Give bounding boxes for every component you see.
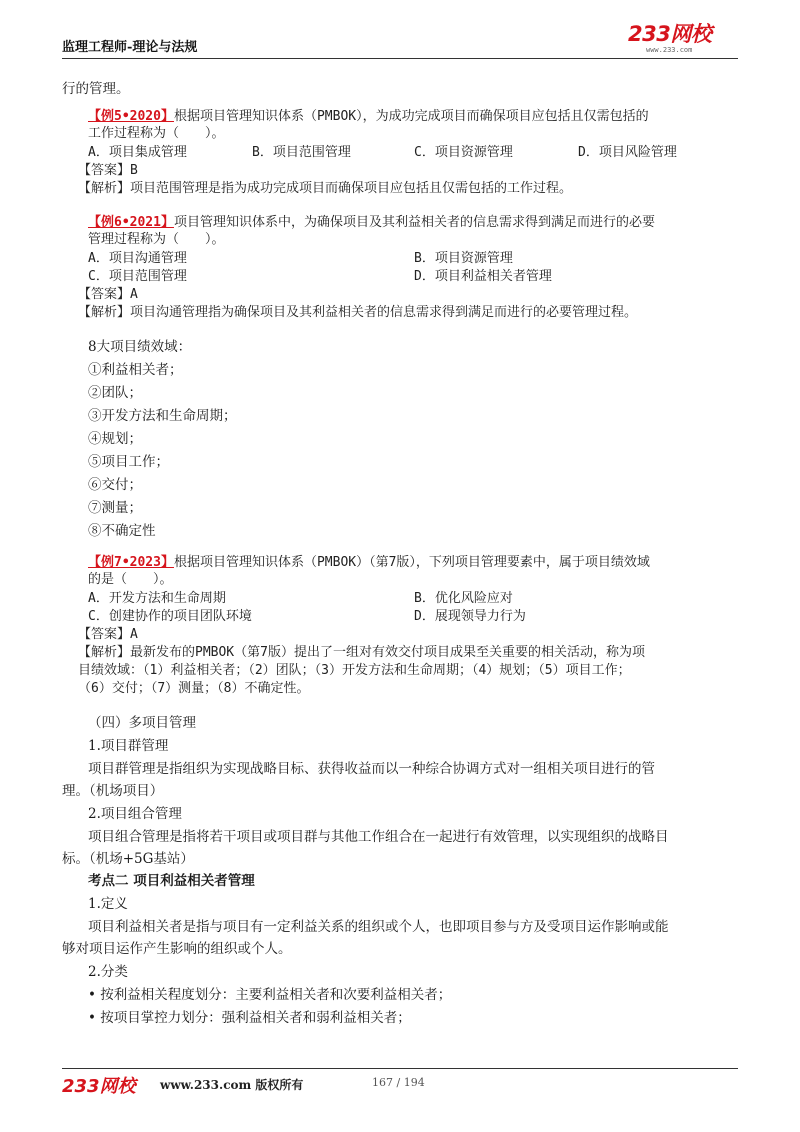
line-text: 够对项目运作产生影响的组织或个人。 xyxy=(62,941,292,957)
line-text: ⑤项目工作； xyxy=(88,454,169,470)
text-line xyxy=(88,712,196,734)
line-text: A．项目沟通管理 xyxy=(88,251,187,266)
text-line xyxy=(414,268,552,285)
line-text: 理。（机场项目） xyxy=(62,783,164,799)
line-text: 【答案】A xyxy=(78,287,138,302)
line-text: 项目利益相关者是指与项目有一定利益关系的组织或个人，也即项目参与方及受项目运作影响或能 xyxy=(88,919,669,935)
text-line xyxy=(78,644,645,661)
text-line xyxy=(88,382,142,404)
text-line xyxy=(88,608,252,625)
line-text: C．创建协作的项目团队环境 xyxy=(88,609,252,624)
text-line xyxy=(88,125,225,142)
text-line xyxy=(78,304,637,321)
line-text: ⑧不确定性 xyxy=(88,523,156,539)
line-text: 2.分类 xyxy=(88,964,128,980)
text-line xyxy=(88,1007,411,1029)
footer-divider xyxy=(62,1068,738,1069)
line-text: B．优化风险应对 xyxy=(414,591,513,606)
line-text: 【解析】项目范围管理是指为成功完成项目而确保项目应包括且仅需包括的工作过程。 xyxy=(78,181,573,196)
line-text: D．展现领导力行为 xyxy=(414,609,526,624)
text-line xyxy=(88,893,128,915)
line-text: 2.项目组合管理 xyxy=(88,806,182,822)
line-text: C．项目资源管理 xyxy=(414,145,513,160)
line-text: 根据项目管理知识体系（PMBOK）（第7版），下列项目管理要素中，属于项目绩效域 xyxy=(173,555,650,570)
footer-copyright: www.233.com 版权所有 xyxy=(160,1078,304,1092)
line-text: C．项目范围管理 xyxy=(88,269,187,284)
text-line xyxy=(414,144,513,161)
line-text: 项目管理知识体系中，为确保项目及其利益相关者的信息需求得到满足而进行的必要 xyxy=(173,215,655,230)
text-line xyxy=(78,662,631,679)
line-text: 1.项目群管理 xyxy=(88,738,169,754)
text-line xyxy=(88,474,142,496)
line-text: D．项目利益相关者管理 xyxy=(414,269,552,284)
line-text: B．项目资源管理 xyxy=(414,251,513,266)
text-line xyxy=(88,268,187,285)
line-text: 【解析】项目沟通管理指为确保项目及其利益相关者的信息需求得到满足而进行的必要管理过程。 xyxy=(78,305,638,320)
text-line xyxy=(62,78,130,100)
line-text: 标。（机场+5G基站） xyxy=(62,851,194,867)
line-text: 行的管理。 xyxy=(62,81,130,97)
line-text: 的是（ ）。 xyxy=(88,572,173,587)
line-text: （四）多项目管理 xyxy=(88,715,196,731)
text-line xyxy=(88,497,142,519)
logo-url: www.233.com xyxy=(646,46,693,54)
text-line xyxy=(88,250,187,267)
line-text: B．项目范围管理 xyxy=(252,145,351,160)
line-text: 根据项目管理知识体系（PMBOK），为成功完成项目而确保项目应包括且仅需包括的 xyxy=(173,109,649,124)
text-line xyxy=(62,780,163,802)
line-text: 工作过程称为（ ）。 xyxy=(88,126,225,141)
line-text: 目绩效域：（1）利益相关者；（2）团队；（3）开发方法和生命周期；（4）规划；（5）项目工作； xyxy=(78,663,631,678)
text-line xyxy=(88,826,669,848)
text-line xyxy=(78,626,138,643)
line-text: ⑦测量； xyxy=(88,500,142,516)
text-line xyxy=(88,961,128,983)
text-line xyxy=(88,520,156,542)
text-line xyxy=(88,231,225,248)
brand-logo xyxy=(628,22,738,56)
line-text: 【答案】A xyxy=(78,627,138,642)
text-line xyxy=(88,554,650,571)
text-line xyxy=(78,286,138,303)
line-text: ①利益相关者； xyxy=(88,362,183,378)
text-line xyxy=(578,144,677,161)
text-line xyxy=(78,162,138,179)
line-text: 【答案】B xyxy=(78,163,138,178)
line-text: 考点二 项目利益相关者管理 xyxy=(88,873,255,889)
line-text: 管理过程称为（ ）。 xyxy=(88,232,225,247)
logo-text: 233网校 xyxy=(628,22,712,46)
example-tag: 【例5•2020】 xyxy=(88,109,174,124)
line-text: ②团队； xyxy=(88,385,142,401)
line-text: ③开发方法和生命周期； xyxy=(88,408,237,424)
line-text: 8大项目绩效域： xyxy=(88,339,192,355)
text-line xyxy=(88,144,187,161)
footer-logo: 233网校 xyxy=(62,1076,136,1097)
text-line xyxy=(88,984,451,1006)
text-line xyxy=(78,680,309,697)
text-line xyxy=(78,180,572,197)
line-text: ⑥交付； xyxy=(88,477,142,493)
text-line xyxy=(88,108,649,125)
text-line xyxy=(88,571,173,588)
line-text: • 按项目掌控力划分：强利益相关者和弱利益相关者； xyxy=(88,1010,411,1026)
text-line xyxy=(88,803,182,825)
text-line xyxy=(414,250,513,267)
line-text: D．项目风险管理 xyxy=(578,145,677,160)
text-line xyxy=(88,214,655,231)
line-text: A．开发方法和生命周期 xyxy=(88,591,226,606)
line-text: （6）交付；（7）测量；（8）不确定性。 xyxy=(78,681,310,696)
text-line xyxy=(62,938,292,960)
page-header xyxy=(62,22,738,58)
line-text: • 按利益相关程度划分：主要利益相关者和次要利益相关者； xyxy=(88,987,452,1003)
text-line xyxy=(88,359,183,381)
page-footer xyxy=(62,1072,738,1098)
line-text: ④规划； xyxy=(88,431,142,447)
document-title: 监理工程师-理论与法规 xyxy=(62,40,198,55)
text-line xyxy=(62,848,194,870)
text-line xyxy=(88,451,169,473)
page-number: 167 / 194 xyxy=(372,1076,425,1089)
line-text: 项目组合管理是指将若干项目或项目群与其他工作组合在一起进行有效管理，以实现组织的战略目 xyxy=(88,829,669,845)
text-line xyxy=(252,144,351,161)
line-text: 【解析】最新发布的PMBOK（第7版）提出了一组对有效交付项目成果至关重要的相关活动，称为项 xyxy=(78,645,645,660)
text-line xyxy=(88,916,669,938)
text-line xyxy=(88,590,226,607)
example-tag: 【例6•2021】 xyxy=(88,215,174,230)
text-line xyxy=(88,870,255,892)
header-divider xyxy=(62,58,738,59)
text-line xyxy=(414,608,526,625)
text-line xyxy=(88,428,142,450)
line-text: 1.定义 xyxy=(88,896,128,912)
line-text: A．项目集成管理 xyxy=(88,145,187,160)
text-line xyxy=(88,405,237,427)
example-tag: 【例7•2023】 xyxy=(88,555,174,570)
line-text: 项目群管理是指组织为实现战略目标、获得收益而以一种综合协调方式对一组相关项目进行的管 xyxy=(88,761,655,777)
text-line xyxy=(88,336,191,358)
text-line xyxy=(414,590,513,607)
text-line xyxy=(88,735,168,757)
text-line xyxy=(88,758,655,780)
